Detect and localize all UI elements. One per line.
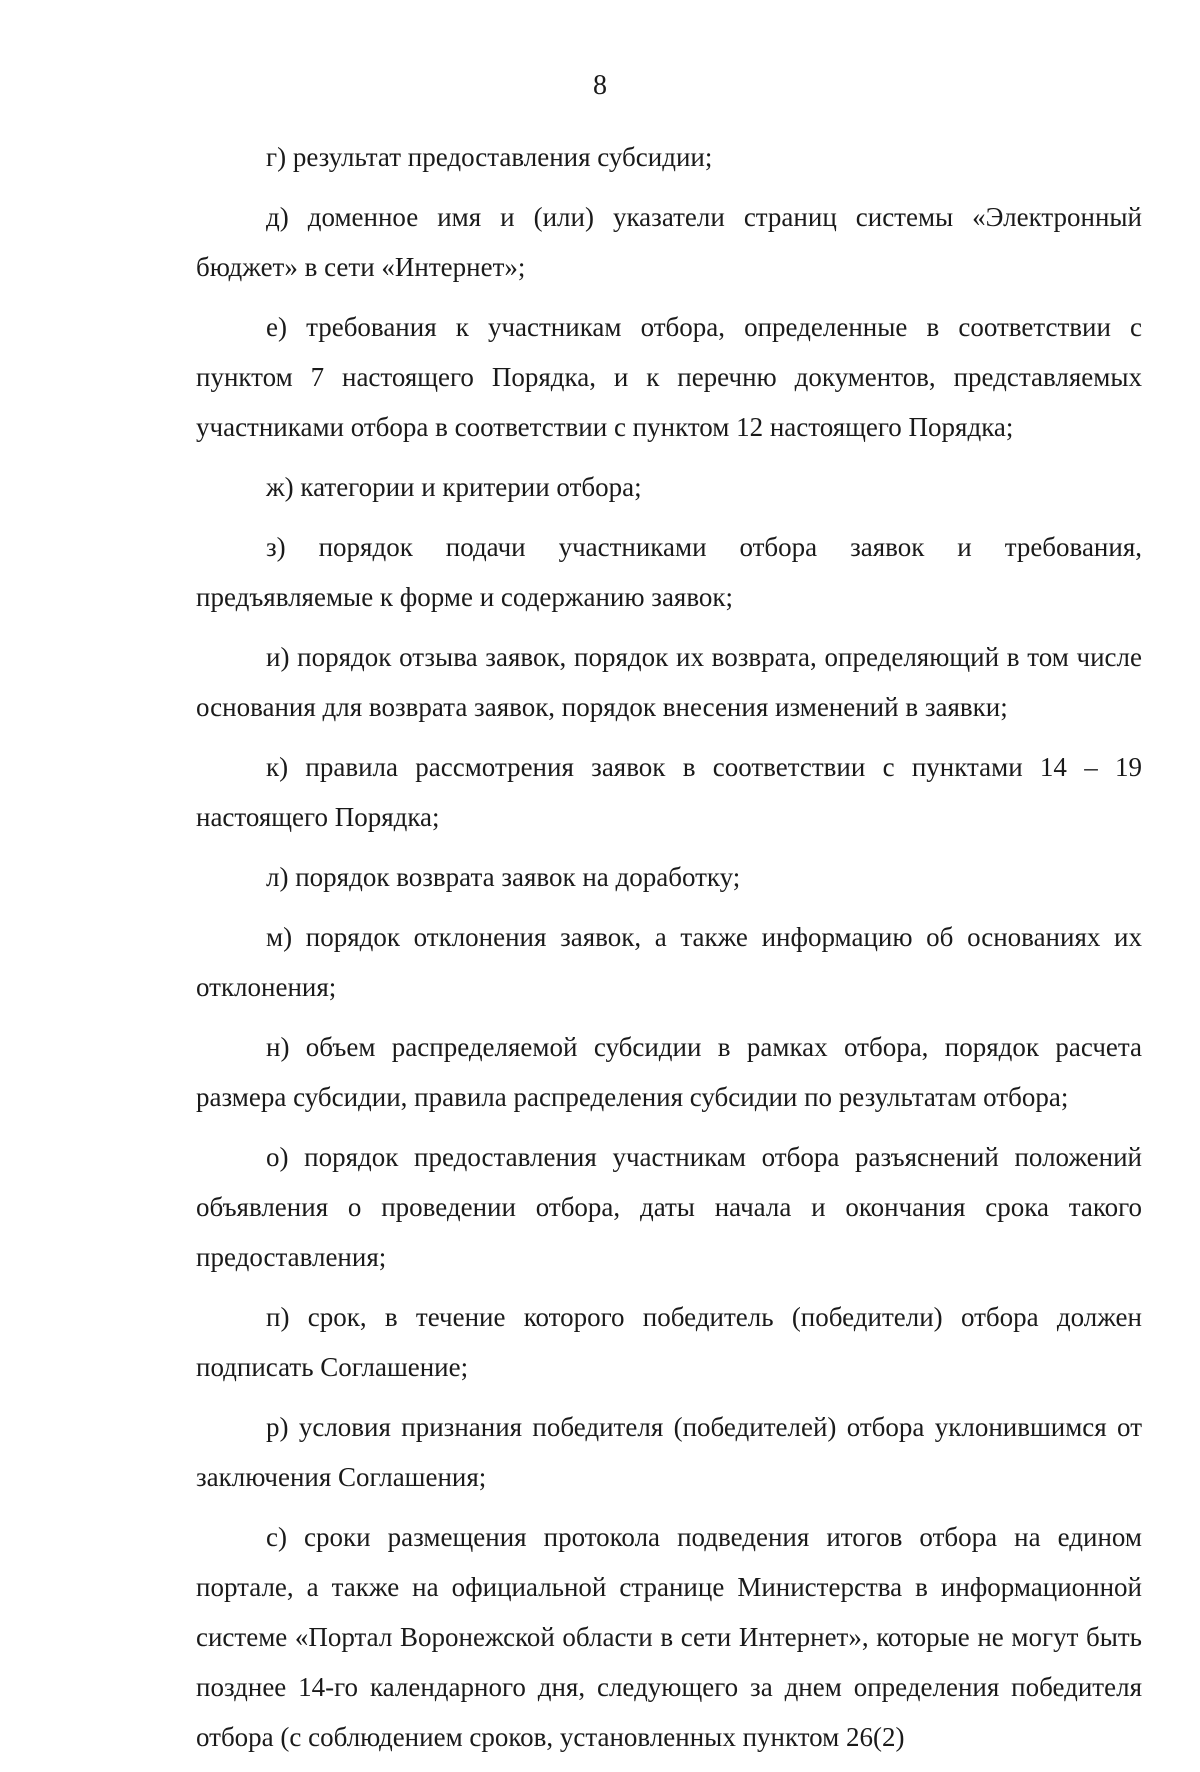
paragraph-s: с) сроки размещения протокола подведения итогов отбора на едином портале, а также на официальной странице Министерства в информационной системе «Портал Воронежской области в сети Интернет», которые не могут быть позднее 14-го календарного дня, следующего за днем определения победителя отбора (с соблюдением сроков, установленных пунктом 26(2) <box>196 1522 1142 1752</box>
paragraph-r: р) условия признания победителя (победителей) отбора уклонившимся от заключения Соглашения; <box>196 1412 1142 1492</box>
paragraph-z: з) порядок подачи участниками отбора заявок и требования, предъявляемые к форме и содержанию заявок; <box>196 532 1142 612</box>
paragraph-e: е) требования к участникам отбора, определенные в соответствии с пунктом 7 настоящего Порядка, и к перечню документов, представляемых участниками отбора в соответствии с пунктом 12 настоящего Порядка; <box>196 312 1142 442</box>
document-body <box>196 132 1142 1772</box>
paragraph-n: н) объем распределяемой субсидии в рамках отбора, порядок расчета размера субсидии, правила распределения субсидии по результатам отбора; <box>196 1032 1142 1112</box>
paragraph-o: о) порядок предоставления участникам отбора разъяснений положений объявления о проведении отбора, даты начала и окончания срока такого предоставления; <box>196 1142 1142 1272</box>
paragraph-d: д) доменное имя и (или) указатели страниц системы «Электронный бюджет» в сети «Интернет»; <box>196 202 1142 282</box>
paragraph-l: л) порядок возврата заявок на доработку; <box>266 862 741 892</box>
paragraph-g: г) результат предоставления субсидии; <box>266 142 713 172</box>
paragraph-p: п) срок, в течение которого победитель (победители) отбора должен подписать Соглашение; <box>196 1302 1142 1382</box>
paragraph-m: м) порядок отклонения заявок, а также информацию об основаниях их отклонения; <box>196 922 1142 1002</box>
page-number: 8 <box>593 70 607 101</box>
paragraph-zh: ж) категории и критерии отбора; <box>266 472 642 502</box>
paragraph-i: и) порядок отзыва заявок, порядок их возврата, определяющий в том числе основания для возврата заявок, порядок внесения изменений в заявки; <box>196 642 1142 722</box>
paragraph-k: к) правила рассмотрения заявок в соответствии с пунктами 14 – 19 настоящего Порядка; <box>196 752 1142 832</box>
